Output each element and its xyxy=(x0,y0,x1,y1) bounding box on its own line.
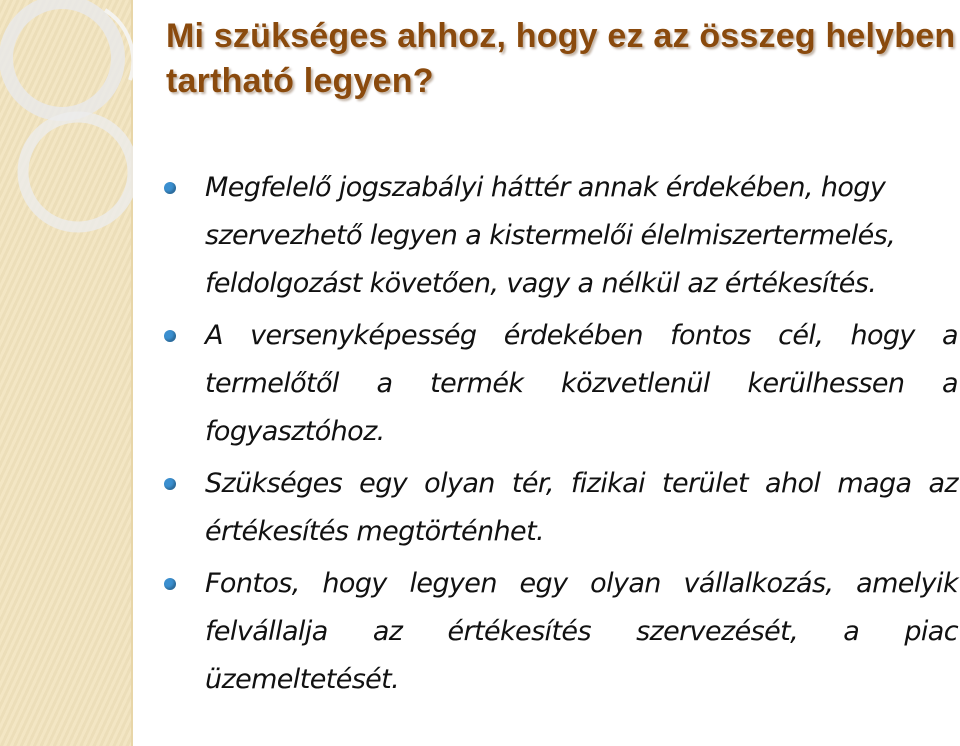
decorative-circle-small xyxy=(23,117,133,227)
bullet-text: Fontos, hogy legyen egy olyan vállalkozás, amelyik felvállalja az értékesítés szervezését, a piac üzemeltetését. xyxy=(205,568,958,695)
bullet-text: Megfelelő jogszabályi háttér annak érdekében, hogy szervezhető legyen a kistermelői élelmiszertermelés, feldolgozást követően, vagy a nélkül az értékesítés. xyxy=(205,172,896,299)
bullet-item xyxy=(162,312,958,456)
bullet-dot-icon xyxy=(164,578,176,590)
bullet-item xyxy=(162,164,958,308)
bullet-text: Szükséges egy olyan tér, fizikai terület ahol maga az értékesítés megtörténhet. xyxy=(205,468,958,547)
decorative-circle-large xyxy=(6,2,118,114)
bullet-text: A versenyképesség érdekében fontos cél, hogy a termelőtől a termék közvetlenül kerülhessen a fogyasztóhoz. xyxy=(205,320,958,447)
bullet-dot-icon xyxy=(164,330,176,342)
bullet-list xyxy=(162,164,958,708)
decorative-circles-graphic xyxy=(0,0,133,746)
slide-title: Mi szükséges ahhoz, hogy ez az összeg helyben tartható legyen? xyxy=(166,17,956,100)
bullet-item xyxy=(162,460,958,556)
bullet-dot-icon xyxy=(164,478,176,490)
bullet-item xyxy=(162,560,958,704)
bullet-dot-icon xyxy=(164,182,176,194)
